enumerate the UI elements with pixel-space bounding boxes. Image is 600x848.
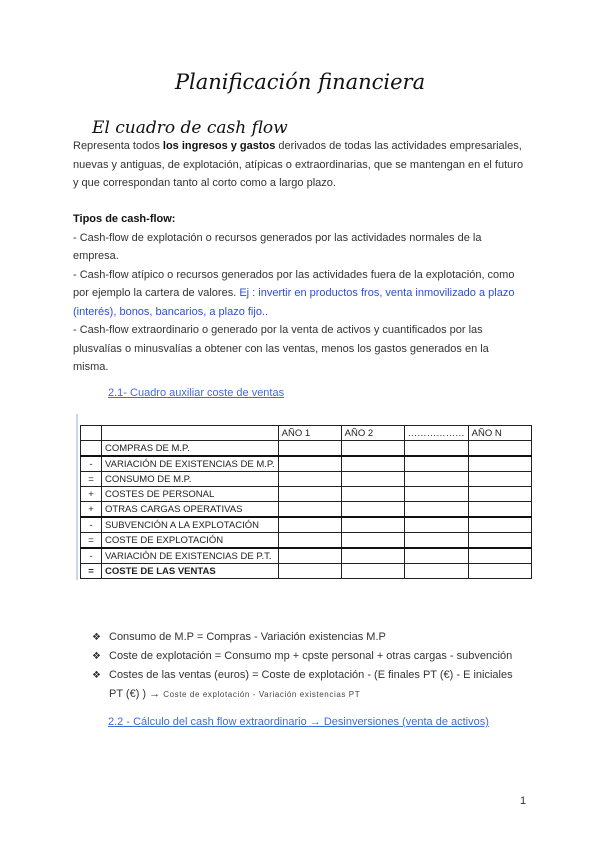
- intro-text-start: Representa todos: [73, 140, 163, 152]
- formula-coste-ventas: Costes de las ventas (euros) = Coste de explotación - (E finales PT (€) - E iniciales: [109, 669, 513, 681]
- table-row: [81, 548, 532, 564]
- row-label: OTRAS CARGAS OPERATIVAS: [102, 502, 279, 518]
- section-heading: El cuadro de cash flow: [92, 118, 288, 138]
- header-ellipsis: ………………: [404, 426, 468, 441]
- example-note-cont: (interés), bonos, bancarios, a plazo fijo..: [73, 305, 269, 318]
- formula-list: [92, 628, 513, 704]
- list-item: [92, 666, 513, 685]
- row-operator: [81, 441, 102, 457]
- example-note: Ej : invertir en productos fros, venta inmovilizado a plazo: [239, 287, 515, 299]
- table-row: [81, 487, 532, 502]
- header-year-n: AÑO N: [468, 426, 531, 441]
- intro-line-3: y que correspondan tanto al corto como a largo plazo.: [73, 177, 336, 189]
- types-line: - Cash-flow extraordinario o generado por la venta de activos y cuantificados por las: [73, 324, 483, 336]
- row-label: COSTES DE PERSONAL: [102, 487, 279, 502]
- types-line: plusvalías o minusvalías a obtener con las ventas, menos los gastos generados en la: [73, 342, 489, 355]
- row-operator: +: [81, 502, 102, 518]
- row-label: COSTE DE LAS VENTAS: [102, 564, 279, 579]
- row-operator: =: [81, 564, 102, 579]
- intro-text-end: derivados de todas las actividades empresariales,: [275, 140, 522, 152]
- table-row: [81, 502, 532, 518]
- list-item: [92, 647, 513, 666]
- row-operator: -: [81, 548, 102, 564]
- row-operator: -: [81, 456, 102, 472]
- cashflow-types: [73, 210, 533, 377]
- formula-consumo: Consumo de M.P = Compras - Variación existencias M.P: [109, 631, 386, 643]
- link-cost-of-sales[interactable]: 2.1- Cuadro auxiliar coste de ventas: [108, 387, 285, 399]
- intro-paragraph: [73, 137, 533, 193]
- formula-coste-explotacion: Coste de explotación = Consumo mp + cpste personal + otras cargas - subvención: [109, 650, 513, 662]
- types-line: empresa.: [73, 250, 119, 262]
- types-line: por ejemplo la cartera de valores.: [73, 287, 240, 299]
- list-item: [92, 628, 513, 647]
- table-row: [81, 472, 532, 487]
- table-row-total: [81, 564, 532, 579]
- types-line: - Cash-flow de explotación o recursos generados por las actividades normales de la: [73, 231, 482, 244]
- row-label: CONSUMO DE M.P.: [102, 472, 279, 487]
- page-number: 1: [520, 795, 527, 807]
- types-line: misma.: [73, 361, 109, 373]
- header-year-2: AÑO 2: [341, 426, 404, 441]
- list-item-cont: [92, 685, 513, 704]
- page-title: Planificación financiera: [174, 70, 426, 94]
- table-header-row: [81, 426, 532, 441]
- diamond-bullet-icon: ❖: [92, 670, 101, 681]
- formula-coste-ventas-cont: PT (€) ) →: [109, 688, 164, 700]
- row-operator: -: [81, 517, 102, 533]
- header-year-1: AÑO 1: [278, 426, 341, 441]
- row-label: COMPRAS DE M.P.: [102, 441, 279, 457]
- formula-note: Coste de explotación - Variación existencias PT: [163, 690, 361, 699]
- table-margin-bar: [76, 414, 78, 580]
- cost-of-sales-table: [80, 425, 532, 579]
- diamond-bullet-icon: ❖: [92, 651, 101, 662]
- table-row: [81, 441, 532, 457]
- link-extraordinary-cash-flow[interactable]: 2.2 - Cálculo del cash flow extraordinario → Desinversiones (venta de activos): [108, 716, 489, 728]
- intro-bold: los ingresos y gastos: [162, 140, 276, 152]
- table-row: [81, 517, 532, 533]
- row-operator: +: [81, 487, 102, 502]
- intro-line-2: nuevas y antiguas, de explotación, atípicas o extraordinarias, que se mantengan en el futuro: [73, 158, 524, 171]
- types-line: - Cash-flow atípico o recursos generados por las actividades fuera de la explotación, como: [73, 268, 515, 281]
- diamond-bullet-icon: ❖: [92, 632, 101, 643]
- table-row: [81, 456, 532, 472]
- row-label: SUBVENCIÓN A LA EXPLOTACIÓN: [102, 517, 279, 533]
- types-heading: Tipos de cash-flow:: [73, 213, 176, 225]
- row-label: COSTE DE EXPLOTACIÓN: [102, 533, 279, 549]
- row-label: VARIACIÓN DE EXISTENCIAS DE P.T.: [102, 548, 279, 564]
- row-label: VARIACIÓN DE EXISTENCIAS DE M.P.: [102, 456, 279, 472]
- row-operator: =: [81, 472, 102, 487]
- row-operator: =: [81, 533, 102, 549]
- table-row: [81, 533, 532, 549]
